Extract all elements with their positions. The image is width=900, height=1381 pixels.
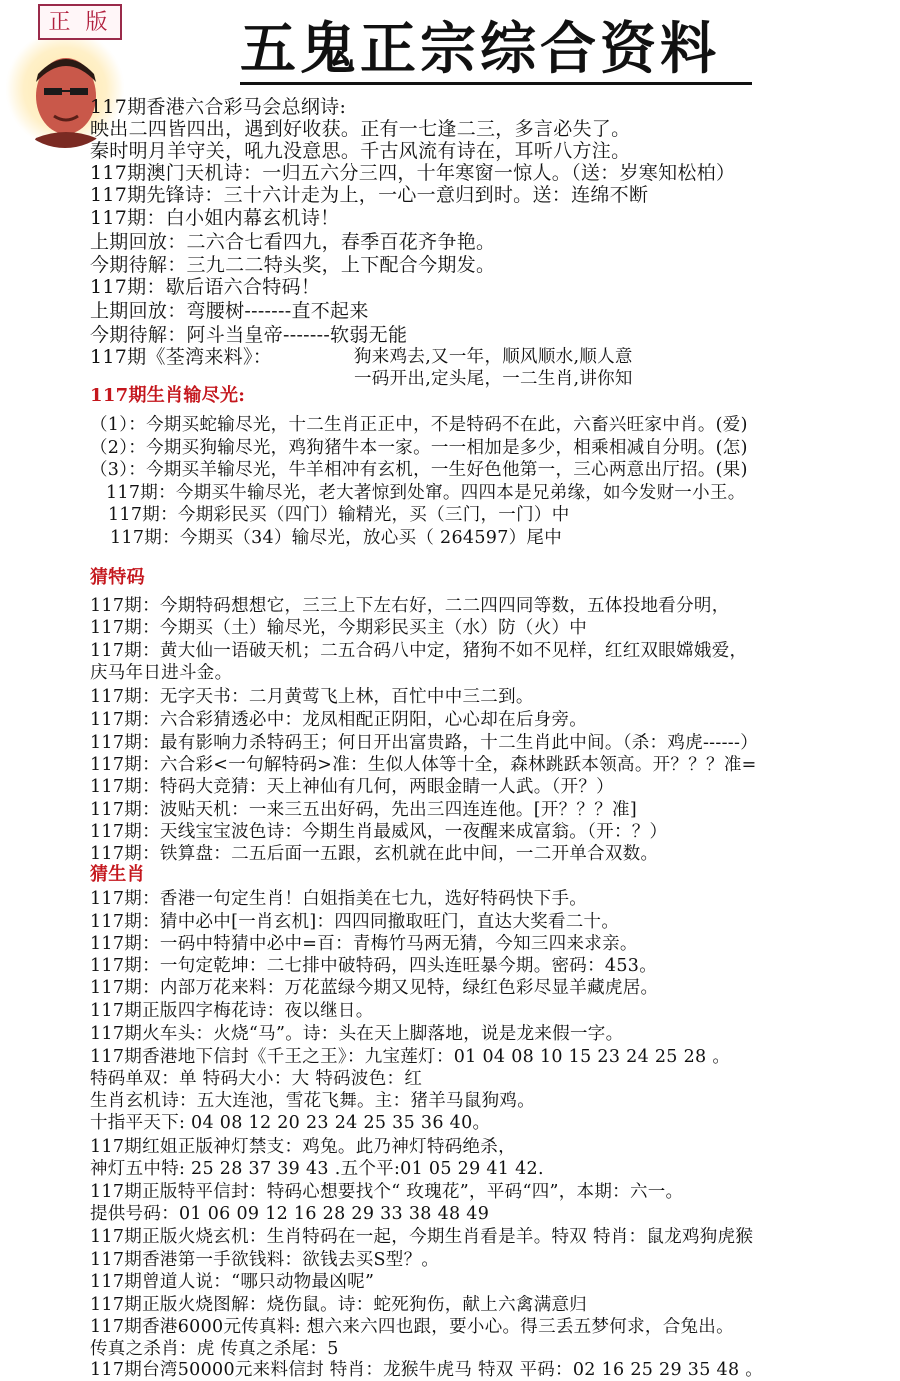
text-line: 生肖玄机诗：五大连池，雪花飞舞。主：猪羊马鼠狗鸡。: [90, 1091, 535, 1111]
text-line: 传真之杀肖：虎 传真之杀尾：5: [90, 1339, 339, 1359]
text-line: 十指平天下: 04 08 12 20 23 24 25 35 36 40。: [90, 1113, 491, 1133]
text-line: 117期曾道人说：“哪只动物最凶呢”: [90, 1272, 375, 1292]
text-line: 117期澳门天机诗：一归五六分三四，十年寒窗一惊人。（送：岁寒知松柏）: [90, 162, 736, 184]
text-line: 117期：内部万花来料：万花蓝绿今期又见特，绿红色彩尽显羊藏虎居。: [90, 978, 659, 998]
text-line: 特码单双：单 特码大小：大 特码波色：红: [90, 1069, 423, 1089]
text-line: 117期香港第一手欲钱料：欲钱去买S型？。: [90, 1250, 440, 1270]
text-line: 117期：歇后语六合特码！: [90, 276, 321, 298]
text-line: 117期正版火烧图解：烧伤鼠。诗：蛇死狗伤，献上六禽满意归: [90, 1295, 588, 1315]
text-line: 117期：猜中必中[一肖玄机]：四四同撤取旺门，直达大奖看二十。: [90, 912, 620, 932]
text-line: 117期红姐正版神灯禁支：鸡兔。此乃神灯特码绝杀，: [90, 1137, 516, 1157]
text-line: 117期：今期买（34）输尽光，放心买（ 264597）尾中: [110, 528, 563, 548]
text-line: 117期：今期特码想想它，三三上下左右好，二二四四同等数，五体投地看分明，: [90, 596, 730, 616]
text-line: 狗来鸡去,又一年，顺风顺水,顺人意: [354, 347, 633, 367]
text-line: 117期：黄大仙一语破天机；二五合码八中定，猪狗不如不见样，红红双眼嫦娥爱，: [90, 641, 748, 661]
text-line: 117期：六合彩<一句解特码>准：生似人体等十全，森林跳跃本领高。开？？？准=: [90, 755, 757, 775]
text-line: 117期：白小姐内幕玄机诗！: [90, 207, 340, 229]
section-heading: 117期生肖输尽光:: [90, 385, 246, 406]
text-line: （1）：今期买蛇输尽光，十二生肖正正中，不是特码不在此，六畜兴旺家中肖。(爱): [90, 415, 748, 435]
text-line: 今期待解：三九二二特头奖，上下配合今期发。: [90, 254, 496, 276]
text-line: 上期回放：二六合七看四九，春季百花齐争艳。: [90, 231, 496, 253]
text-line: 117期：天线宝宝波色诗：今期生肖最威风，一夜醒来成富翁。（开：？）: [90, 822, 668, 842]
text-line: 117期：六合彩猜透必中：龙凤相配正阴阳，心心却在后身旁。: [90, 710, 588, 730]
text-line: 117期香港六合彩马会总纲诗:: [90, 96, 347, 118]
section-heading: 猜生肖: [90, 864, 145, 885]
genuine-badge: 正 版: [38, 4, 122, 40]
text-line: 117期火车头：火烧“马”。诗：头在天上脚落地，说是龙来假一字。: [90, 1024, 624, 1044]
text-line: 117期：香港一句定生肖！白姐指美在七九，选好特码快下手。: [90, 889, 588, 909]
text-line: 117期：无字天书：二月黄莺飞上林，百忙中中三二到。: [90, 687, 534, 707]
text-line: 117期正版特平信封：特码心想要找个“ 玫瑰花”，平码“四”，本期：六一。: [90, 1182, 684, 1202]
text-line: 秦时明月羊守关，吼九没意思。千古风流有诗在，耳听八方注。: [90, 140, 631, 162]
text-line: 117期：今期彩民买（四门）输精光，买（三门，一门）中: [108, 505, 570, 525]
text-line: 神灯五中特: 25 28 37 39 43 .五个平:01 05 29 41 42.: [90, 1159, 544, 1179]
text-line: 提供号码：01 06 09 12 16 28 29 33 38 48 49: [90, 1204, 490, 1224]
text-line: 一码开出,定头尾，一二生肖,讲你知: [354, 369, 633, 389]
text-line: 117期：今期买（土）输尽光，今期彩民买主（水）防（火）中: [90, 618, 588, 638]
text-line: （3）：今期买羊输尽光，牛羊相冲有玄机，一生好色他第一，三心两意出厅招。(果): [90, 460, 748, 480]
text-line: 117期：一句定乾坤：二七排中破特码，四头连旺暴今期。密码：453。: [90, 956, 658, 976]
text-line: 117期：波贴天机：一来三五出好码，先出三四连连他。[开？？？准]: [90, 800, 637, 820]
text-line: 117期：特码大竞猜：天上神仙有几何，两眼金睛一人武。（开？）: [90, 777, 614, 797]
text-line: 117期台湾50000元来料信封 特肖：龙猴牛虎马 特双 平码：02 16 25 29 35 48 。: [90, 1360, 764, 1380]
text-line: 117期：最有影响力杀特码王；何日开出富贵路，十二生肖此中间。（杀：鸡虎------）: [90, 733, 759, 753]
text-line: 上期回放：弯腰树-------直不起来: [90, 300, 369, 322]
section-heading: 猜特码: [90, 567, 145, 588]
text-line: 117期《荃湾来料》：: [90, 346, 273, 368]
text-line: 117期先锋诗：三十六计走为上，一心一意归到时。送：连绵不断: [90, 184, 649, 206]
text-line: 庆马年日进斗金。: [90, 663, 233, 683]
text-line: 117期：一码中特猜中必中=百：青梅竹马两无猜，今知三四来求亲。: [90, 934, 638, 954]
text-line: 117期正版火烧玄机：生肖特码在一起，今期生肖看是羊。特双 特肖：鼠龙鸡狗虎猴: [90, 1227, 754, 1247]
text-line: 117期正版四字梅花诗：夜以继日。: [90, 1001, 374, 1021]
text-line: 117期香港地下信封《千王之王》：九宝莲灯：01 04 08 10 15 23 24 25 28 。: [90, 1047, 731, 1067]
text-line: 今期待解：阿斗当皇帝-------软弱无能: [90, 324, 408, 346]
text-line: 映出二四皆四出，遇到好收获。正有一七逢二三，多言必失了。: [90, 118, 631, 140]
text-line: （2）：今期买狗输尽光，鸡狗猪牛本一家。一一相加是多少，相乘相减自分明。(怎): [90, 438, 748, 458]
text-line: 117期：今期买牛输尽光，老大著惊到处窜。四四本是兄弟缘，如今发财一小王。: [106, 483, 746, 503]
text-line: 117期香港6000元传真料: 想六来六四也跟，要小心。得三丢五梦何求，合兔出。: [90, 1317, 734, 1337]
page-title: 五鬼正宗综合资料: [240, 16, 720, 82]
text-line: 117期：铁算盘：二五后面一五跟，玄机就在此中间，一二开单合双数。: [90, 844, 659, 864]
